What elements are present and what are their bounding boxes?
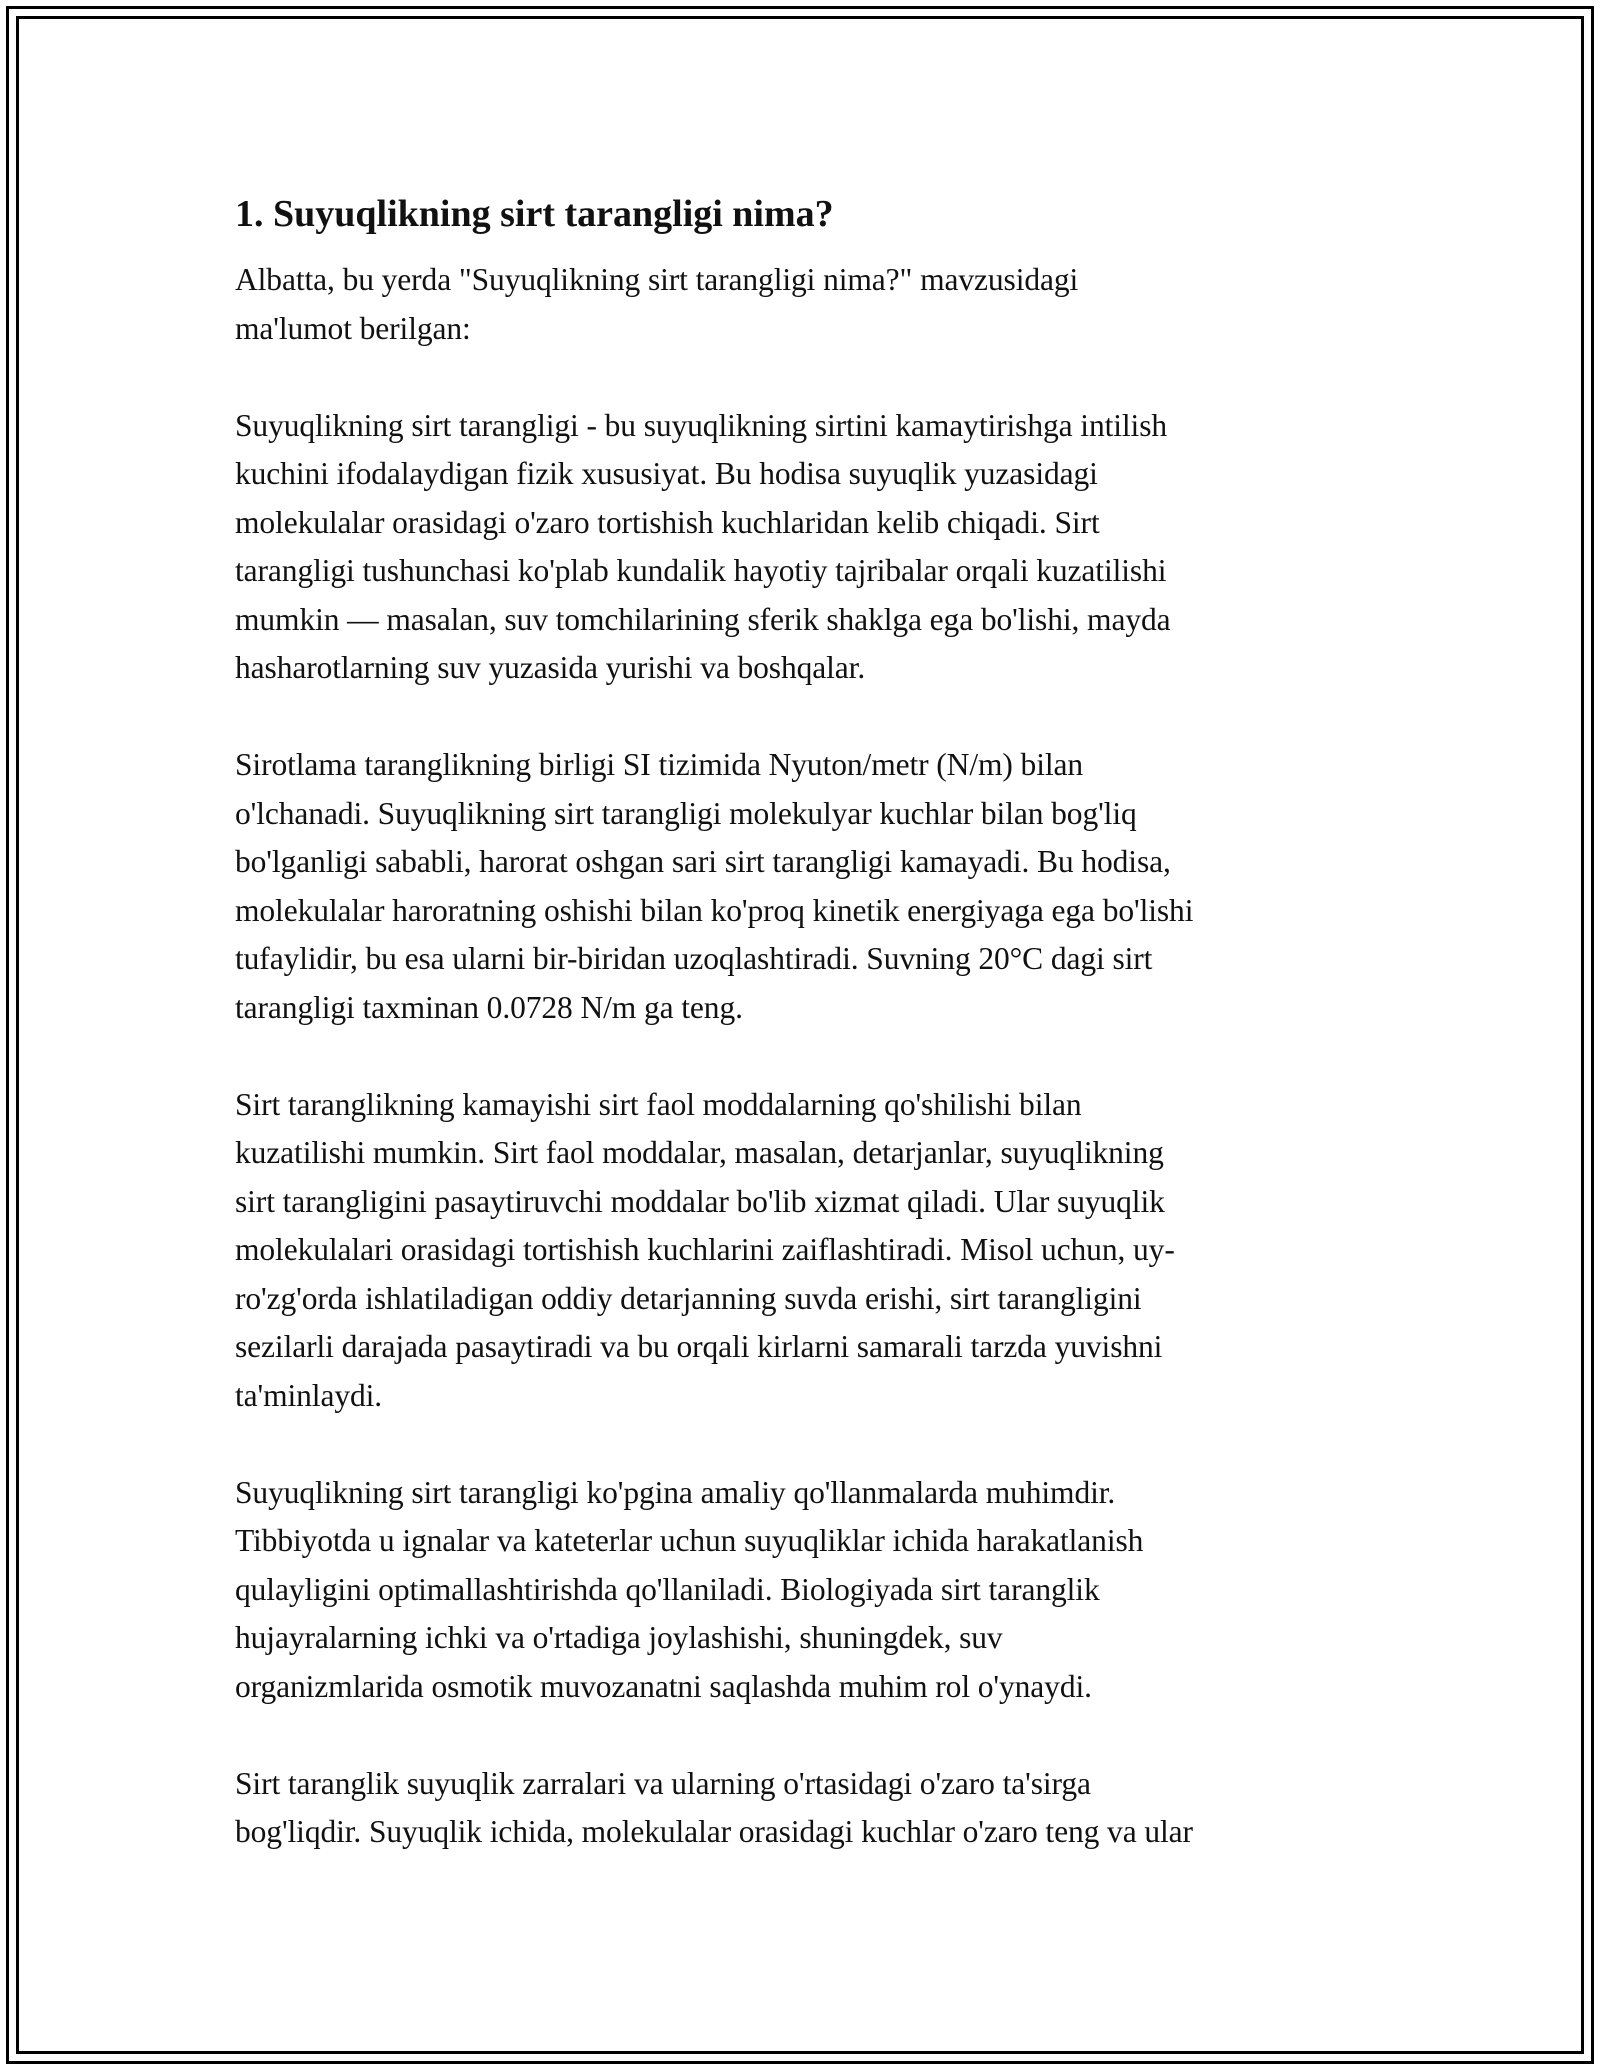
text-line: hasharotlarning suv yuzasida yurishi va boshqalar.	[235, 650, 866, 685]
text-line: tufaylidir, bu esa ularni bir-biridan uzoqlashtiradi. Suvning 20°C dagi sirt	[235, 941, 1153, 976]
text-line: Sirt taranglik suyuqlik zarralari va ularning o'rtasidagi o'zaro ta'sirga	[235, 1765, 1091, 1801]
paragraph-applications	[235, 1469, 1365, 1712]
paragraph-units	[235, 741, 1365, 1032]
paragraph-surfactants	[235, 1081, 1365, 1421]
text-line: molekulalari orasidagi tortishish kuchlarini zaiflashtiradi. Misol uchun, uy-	[235, 1232, 1175, 1267]
page-title: 1. Suyuqlikning sirt tarangligi nima?	[235, 193, 834, 235]
text-line: Sirotlama taranglikning birligi SI tizimida Nyuton/metr (N/m) bilan	[235, 747, 1084, 782]
document-body	[235, 182, 1365, 1905]
text-line: ro'zg'orda ishlatiladigan oddiy detarjanning suvda erishi, sirt tarangligini	[235, 1280, 1142, 1316]
text-line: molekulalar orasidagi o'zaro tortishish kuchlaridan kelib chiqadi. Sirt	[235, 504, 1100, 540]
text-line: sezilarli darajada pasaytiradi va bu orqali kirlarni samarali tarzda yuvishni	[235, 1329, 1163, 1364]
text-line: Sirt taranglikning kamayishi sirt faol moddalarning qo'shilishi bilan	[235, 1086, 1082, 1122]
text-line: kuchini ifodalaydigan fizik xususiyat. Bu hodisa suyuqlik yuzasidagi	[235, 456, 1098, 491]
text-line: bo'lganligi sababli, harorat oshgan sari sirt tarangligi kamayadi. Bu hodisa,	[235, 844, 1171, 879]
text-line: o'lchanadi. Suyuqlikning sirt tarangligi molekulyar kuchlar bilan bog'liq	[235, 795, 1137, 831]
text-line: mumkin — masalan, suv tomchilarining sferik shaklga ega bo'lishi, mayda	[235, 601, 1171, 637]
text-line: ta'minlaydi.	[235, 1377, 383, 1413]
text-line: hujayralarning ichki va o'rtadiga joylashishi, shuningdek, suv	[235, 1620, 1003, 1655]
text-line: bog'liqdir. Suyuqlik ichida, molekulalar orasidagi kuchlar o'zaro teng va ular	[235, 1814, 1193, 1849]
paragraph-interaction	[235, 1760, 1365, 1857]
text-line: organizmlarida osmotik muvozanatni saqlashda muhim rol o'ynaydi.	[235, 1668, 1092, 1704]
text-line: Suyuqlikning sirt tarangligi - bu suyuqlikning sirtini kamaytirishga intilish	[235, 407, 1168, 443]
text-line: tarangligi taxminan 0.0728 N/m ga teng.	[235, 989, 743, 1025]
text-line: tarangligi tushunchasi ko'plab kundalik hayotiy tajribalar orqali kuzatilishi	[235, 553, 1167, 588]
text-line: kuzatilishi mumkin. Sirt faol moddalar, masalan, detarjanlar, suyuqlikning	[235, 1135, 1164, 1170]
text-line: Tibbiyotda u ignalar va kateterlar uchun suyuqliklar ichida harakatlanish	[235, 1523, 1144, 1558]
text-line: Suyuqlikning sirt tarangligi ko'pgina amaliy qo'llanmalarda muhimdir.	[235, 1474, 1116, 1510]
paragraph-definition	[235, 402, 1365, 693]
text-line: Albatta, bu yerda "Suyuqlikning sirt tarangligi nima?" mavzusidagi	[235, 262, 1079, 297]
paragraph-intro	[235, 256, 1365, 353]
text-line: sirt tarangligini pasaytiruvchi moddalar bo'lib xizmat qiladi. Ular suyuqlik	[235, 1183, 1165, 1219]
text-line: molekulalar haroratning oshishi bilan ko'proq kinetik energiyaga ega bo'lishi	[235, 892, 1194, 928]
text-line: qulayligini optimallashtirishda qo'llaniladi. Biologiyada sirt taranglik	[235, 1571, 1100, 1607]
text-line: ma'lumot berilgan:	[235, 310, 471, 346]
